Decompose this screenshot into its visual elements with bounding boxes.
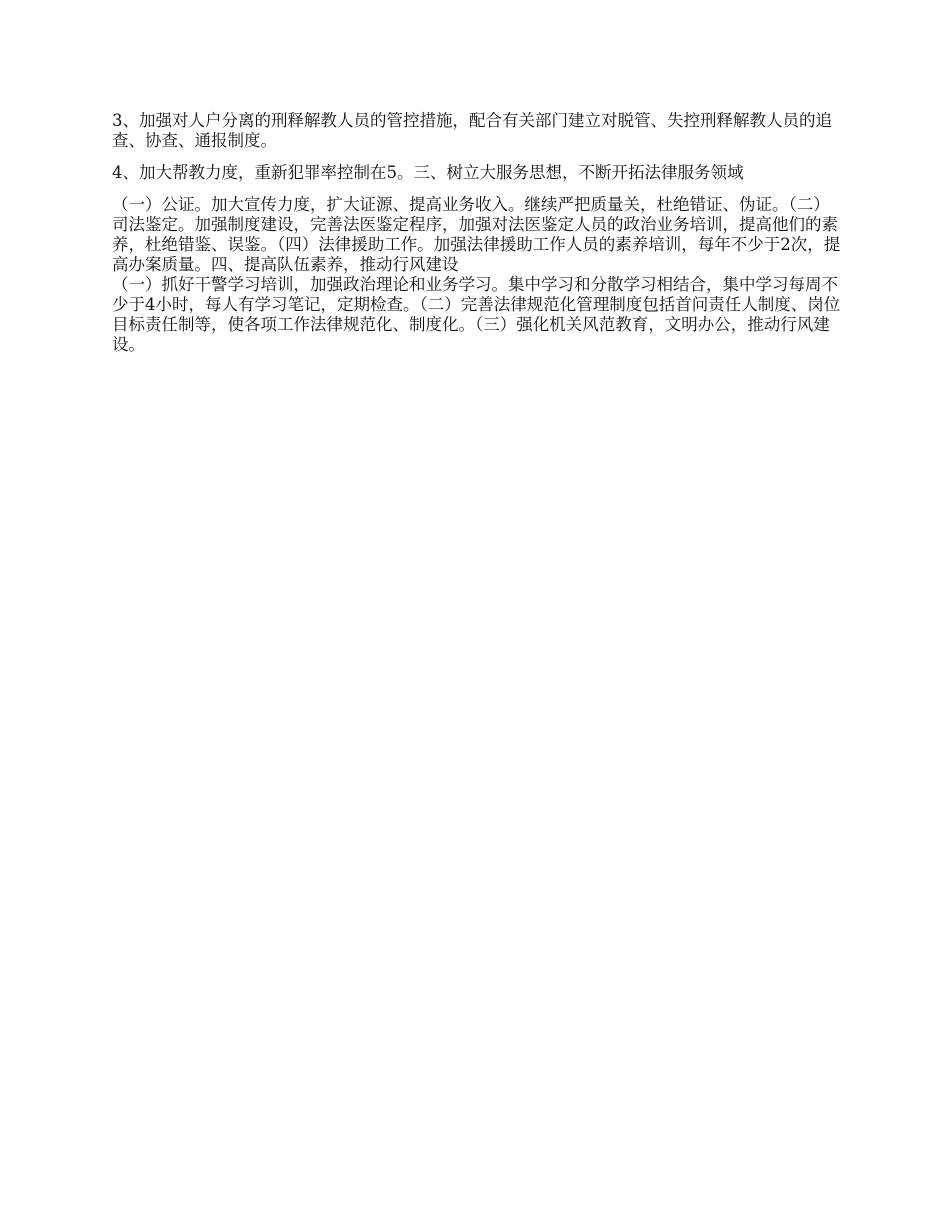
paragraph-item-3: 3、加强对人户分离的刑释解教人员的管控措施，配合有关部门建立对脱管、失控刑释解教人员的追查、协查、通报制度。 — [112, 111, 832, 150]
paragraph-services: （一）公证。加大宣传力度，扩大证源、提高业务收入。继续严把质量关，杜绝错证、伪证。（二）司法鉴定。加强制度建设，完善法医鉴定程序，加强对法医鉴定人员的政治业务培训，提高他们的素养，杜绝错鉴、误鉴。（四）法律援助工作。加强法律援助工作人员的素养培训，每年不少于2次，提高办案质量。四、提高队伍素养，推动行风建设 — [112, 195, 841, 274]
paragraph-team-building: （一）抓好干警学习培训，加强政治理论和业务学习。集中学习和分散学习相结合，集中学习每周不少于4小时，每人有学习笔记，定期检查。（二）完善法律规范化管理制度包括首问责任人制度、岗位目标责任制等，使各项工作法律规范化、制度化。（三）强化机关风范教育，文明办公，推动行风建设。 — [112, 275, 841, 354]
paragraph-item-4: 4、加大帮教力度，重新犯罪率控制在5。三、树立大服务思想，不断开拓法律服务领域 — [112, 163, 744, 182]
document-body — [112, 111, 842, 355]
